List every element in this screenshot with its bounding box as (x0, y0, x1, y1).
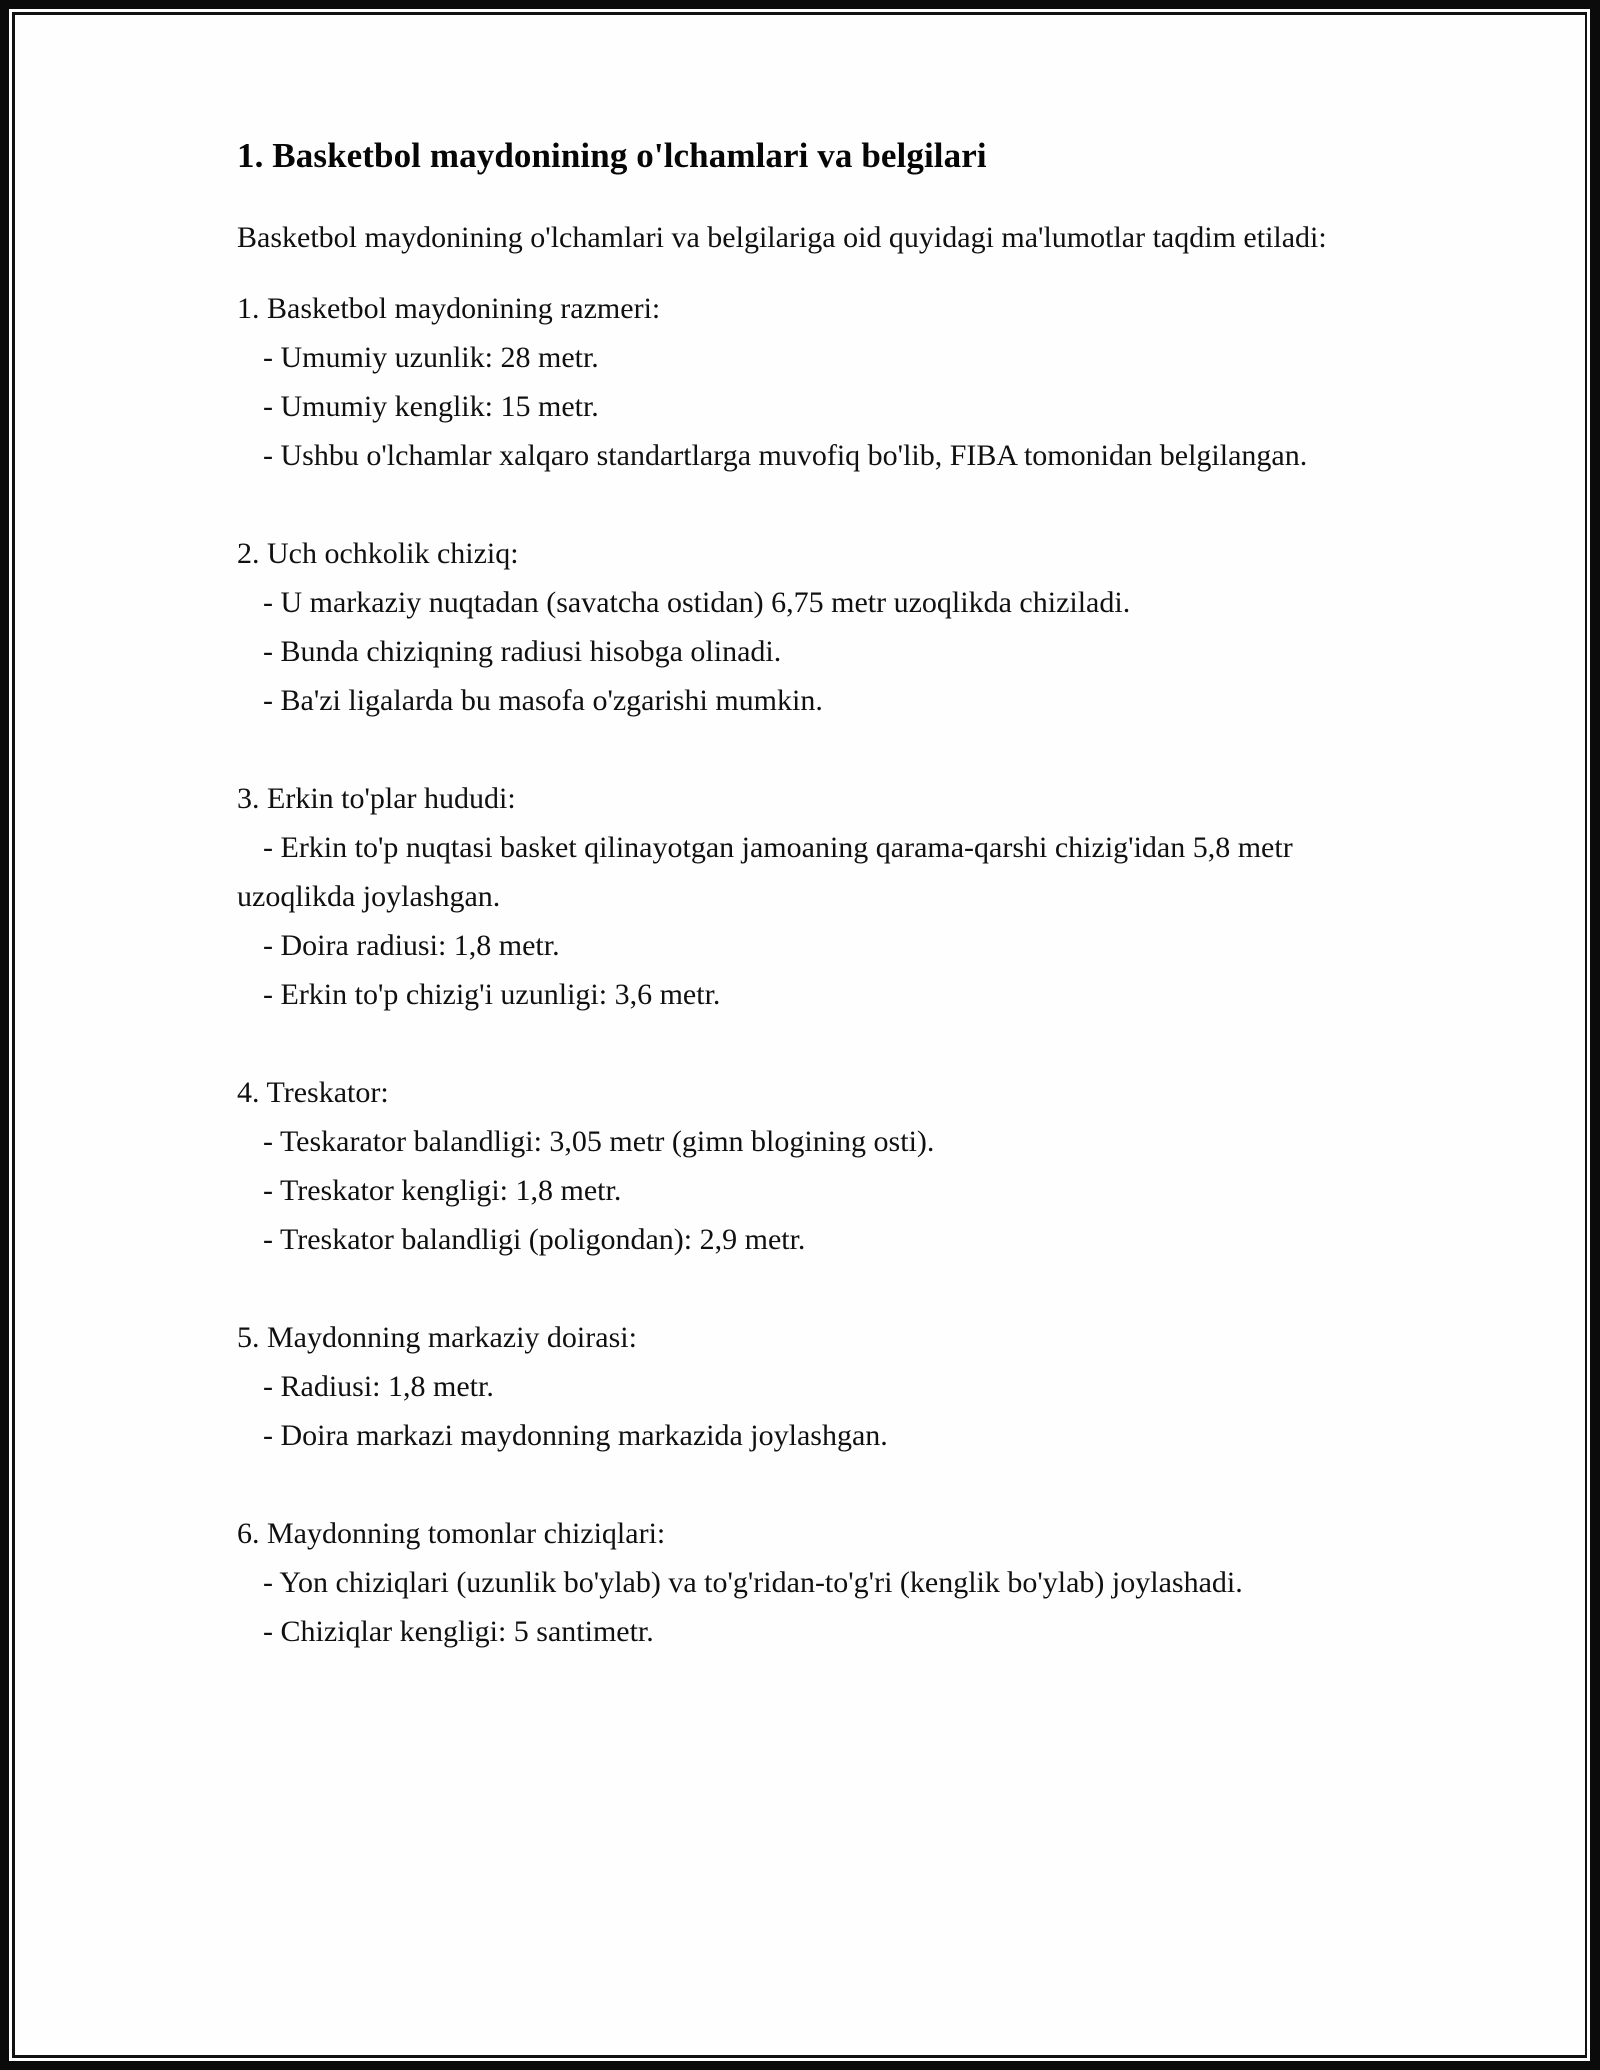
section-1-item-2: - Umumiy kenglik: 15 metr. (263, 390, 599, 423)
section-4-item-3: - Treskator balandligi (poligondan): 2,9 metr. (263, 1223, 806, 1256)
section-2-item-2: - Bunda chiziqning radiusi hisobga olinadi. (263, 635, 782, 668)
section-5 (237, 1313, 1347, 1460)
section-5-title: 5. Maydonning markaziy doirasi: (237, 1321, 637, 1354)
section-6-title: 6. Maydonning tomonlar chiziqlari: (237, 1517, 666, 1550)
section-3-item-2: - Doira radiusi: 1,8 metr. (263, 929, 560, 962)
section-1-title: 1. Basketbol maydonining razmeri: (237, 292, 661, 325)
section-5-item-1: - Radiusi: 1,8 metr. (263, 1370, 494, 1403)
section-2-title: 2. Uch ochkolik chiziq: (237, 537, 519, 570)
section-6-item-2: - Chiziqlar kengligi: 5 santimetr. (263, 1615, 654, 1648)
section-1-item-1: - Umumiy uzunlik: 28 metr. (263, 341, 599, 374)
section-3-title: 3. Erkin to'plar hududi: (237, 782, 516, 815)
section-3-item-3: - Erkin to'p chizig'i uzunligi: 3,6 metr. (263, 978, 721, 1011)
page-title: 1. Basketbol maydonining o'lchamlari va belgilari (237, 136, 987, 175)
section-2-item-1: - U markaziy nuqtadan (savatcha ostidan) 6,75 metr uzoqlikda chiziladi. (263, 586, 1131, 619)
section-3-item-1: - Erkin to'p nuqtasi basket qilinayotgan jamoaning qarama-qarshi chizig'idan 5,8 metr uzoqlikda joylashgan. (237, 831, 1293, 913)
section-4 (237, 1068, 1347, 1264)
section-1-item-3: - Ushbu o'lchamlar xalqaro standartlarga muvofiq bo'lib, FIBA tomonidan belgilangan. (263, 439, 1308, 472)
section-5-item-2: - Doira markazi maydonning markazida joylashgan. (263, 1419, 888, 1452)
section-6-item-1: - Yon chiziqlari (uzunlik bo'ylab) va to'g'ridan-to'g'ri (kenglik bo'ylab) joylashadi. (263, 1566, 1243, 1599)
section-6 (237, 1509, 1347, 1656)
document-sheet (15, 15, 1585, 2055)
section-4-item-2: - Treskator kengligi: 1,8 metr. (263, 1174, 622, 1207)
document-content (237, 133, 1347, 1656)
section-4-title: 4. Treskator: (237, 1076, 389, 1109)
section-2 (237, 529, 1347, 725)
section-3 (237, 774, 1347, 1019)
section-2-item-3: - Ba'zi ligalarda bu masofa o'zgarishi mumkin. (263, 684, 823, 717)
section-1 (237, 284, 1347, 480)
section-4-item-1: - Teskarator balandligi: 3,05 metr (gimn blogining osti). (263, 1125, 935, 1158)
intro-paragraph: Basketbol maydonining o'lchamlari va belgilariga oid quyidagi ma'lumotlar taqdim etiladi: (237, 221, 1327, 254)
